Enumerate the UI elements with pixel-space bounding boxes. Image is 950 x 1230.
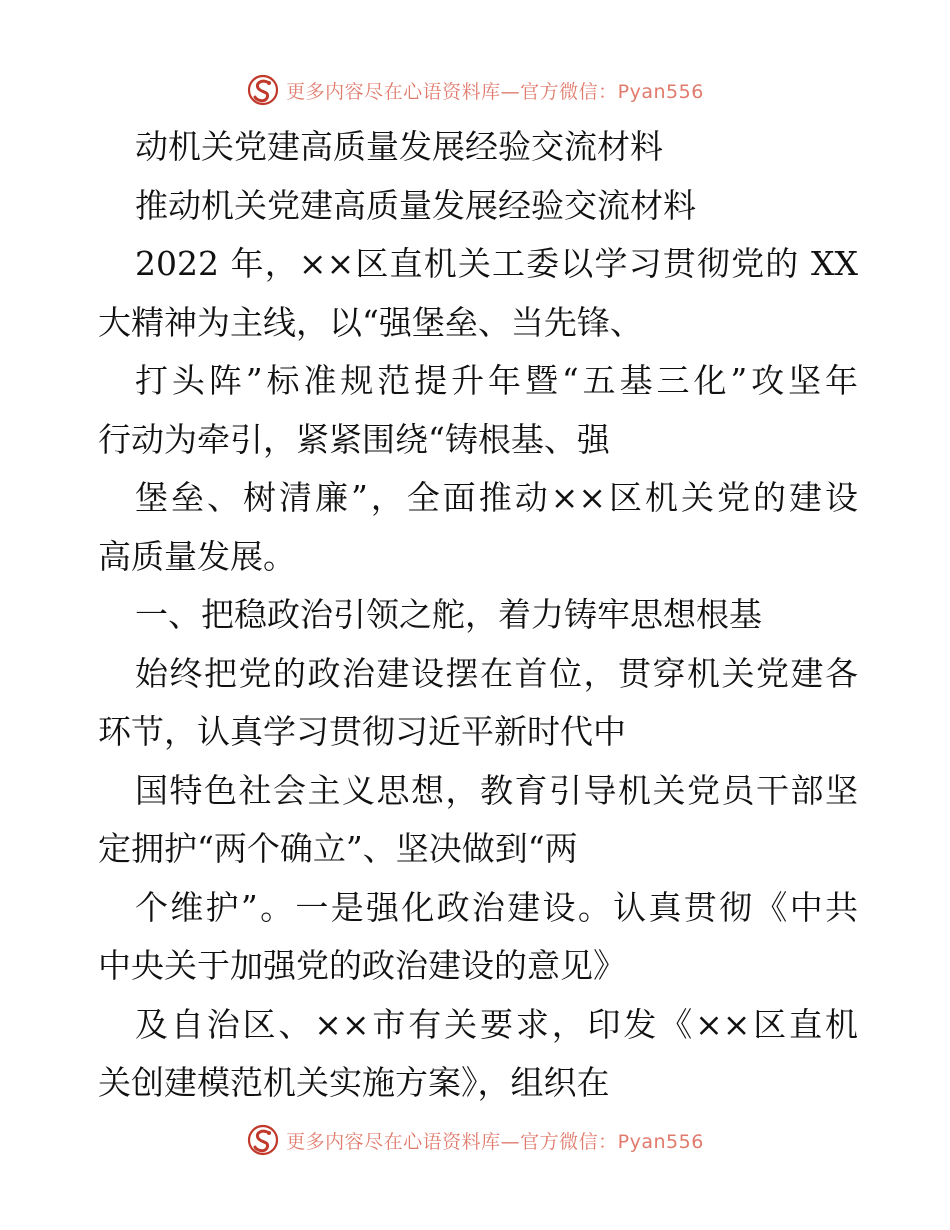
stylized-s-logo-icon — [246, 73, 280, 107]
text-line: 定拥护“两个确立”、坚决做到“两 — [98, 829, 578, 868]
text-line: 关创建模范机关实施方案》，组织在 — [98, 1063, 610, 1102]
text-line: 个维护”。一是强化政治建设。认真贯彻《中共 — [135, 887, 858, 927]
text-line: 及自治区、××市有关要求，印发《××区直机 — [135, 1004, 858, 1044]
watermark-group — [246, 73, 704, 107]
watermark-group — [246, 1123, 704, 1157]
text-line: 堡垒、树清廉”，全面推动××区机关党的建设 — [135, 478, 858, 517]
text-line: 大精神为主线，以“强堡垒、当先锋、 — [98, 302, 643, 342]
watermark-text: 更多内容尽在心语资料库—官方微信：Pyan556 — [286, 80, 704, 103]
text-line: 国特色社会主义思想，教育引导机关党员干部坚 — [135, 770, 858, 810]
stylized-s-logo-icon — [246, 1123, 280, 1157]
text-line: 2022 年，××区直机关工委以学习贯彻党的 XX — [135, 244, 858, 283]
document-body — [98, 118, 858, 1113]
text-line: 始终把党的政治建设摆在首位，贯穿机关党建各 — [135, 653, 858, 693]
text-line: 一、把稳政治引领之舵，着力铸牢思想根基 — [135, 595, 762, 634]
text-line: 动机关党建高质量发展经验交流材料 — [135, 127, 663, 166]
watermark-text: 更多内容尽在心语资料库—官方微信：Pyan556 — [286, 1130, 704, 1153]
text-line: 打头阵”标准规范提升年暨“五基三化”攻坚年 — [135, 361, 858, 400]
header-watermark — [0, 70, 950, 110]
text-line: 中央关于加强党的政治建设的意见》 — [98, 946, 626, 985]
text-line: 推动机关党建高质量发展经验交流材料 — [135, 185, 696, 225]
text-line: 高质量发展。 — [98, 536, 296, 576]
text-line: 行动为牵引，紧紧围绕“铸根基、强 — [98, 419, 610, 459]
footer-watermark — [0, 1120, 950, 1160]
text-line: 环节，认真学习贯彻习近平新时代中 — [98, 712, 626, 751]
